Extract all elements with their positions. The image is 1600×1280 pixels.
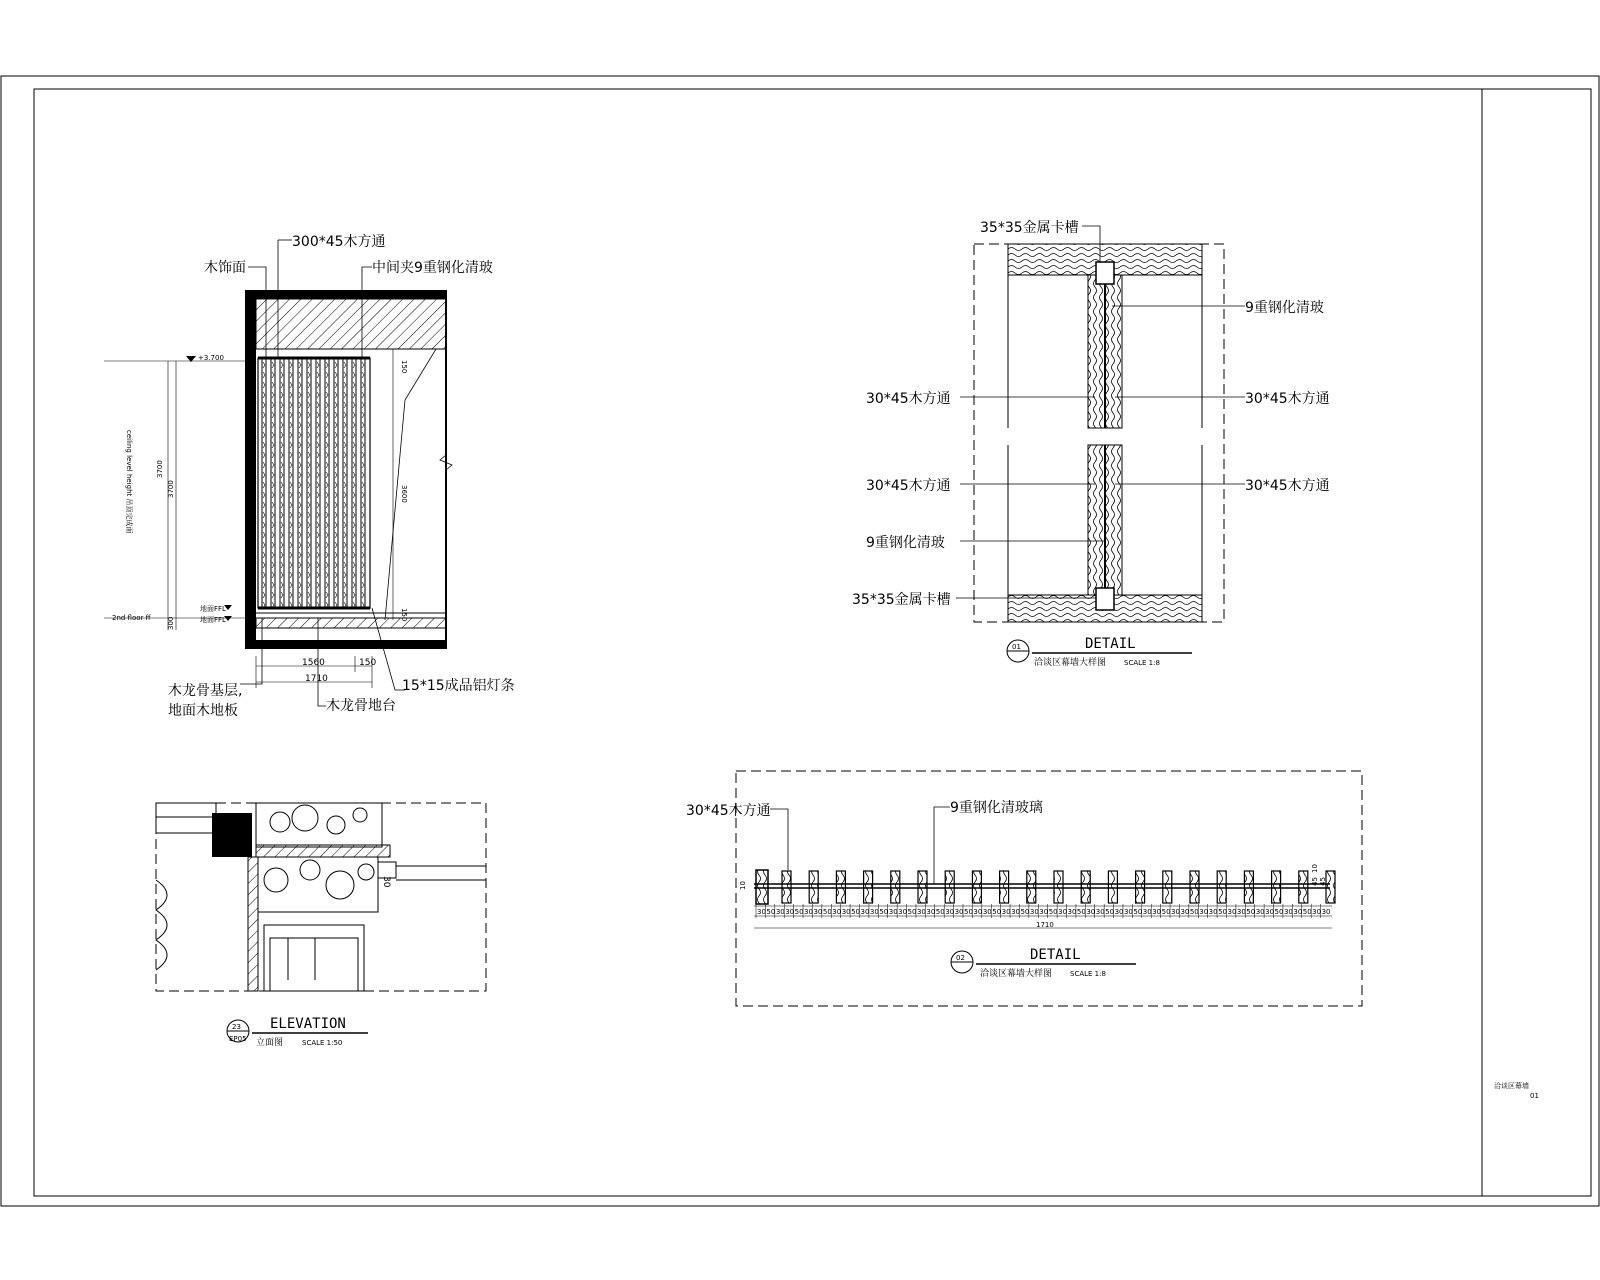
d2-segment-label: 30 bbox=[1236, 908, 1246, 916]
plan-title-name: ELEVATION bbox=[270, 1016, 346, 1032]
d2-segment-label: 50 bbox=[1302, 908, 1312, 916]
d2-batten bbox=[972, 871, 981, 903]
d2-dim-total: 1710 bbox=[1036, 921, 1054, 929]
label-wood-trim: 木饰面 bbox=[204, 260, 246, 276]
d2-batten bbox=[1244, 871, 1253, 903]
d2-batten bbox=[1054, 871, 1063, 903]
d2-segment-label: 30 bbox=[860, 908, 870, 916]
dim-300: 300 bbox=[167, 616, 175, 630]
d2-dim-left: 10 bbox=[739, 881, 747, 890]
d2-segment-label: 30 bbox=[1114, 908, 1124, 916]
dim-3700-b: 3700 bbox=[167, 480, 175, 498]
d2-segment-label: 30 bbox=[1058, 908, 1068, 916]
d2-dim-right-b: 10 bbox=[1311, 864, 1319, 873]
label-platform: 木龙骨地台 bbox=[326, 698, 396, 714]
d2-segment-label: 30 bbox=[898, 908, 908, 916]
ceiling-hatch bbox=[256, 299, 446, 349]
d2-segment-label: 30 bbox=[1011, 908, 1020, 916]
plan-dim-30: 30 bbox=[381, 876, 391, 888]
label-glass-top: 中间夹9重钢化清玻 bbox=[372, 260, 493, 276]
d2-title-scale: SCALE 1:8 bbox=[1070, 970, 1106, 978]
d2-batten bbox=[1217, 871, 1226, 903]
d2-batten bbox=[1272, 871, 1281, 903]
vertical-note: ceiling level height 吊顶完成面 bbox=[125, 430, 133, 534]
label-led-strip: 15*15成品铝灯条 bbox=[402, 678, 515, 694]
dim-150: 150 bbox=[359, 658, 377, 668]
top-beam bbox=[246, 291, 446, 299]
dim-3700-a: 3700 bbox=[156, 460, 164, 478]
d2-segment-label: 30 bbox=[1180, 908, 1190, 916]
level-floor-1: 地面FFL bbox=[200, 605, 226, 613]
label-batten-top: 300*45木方通 bbox=[292, 234, 386, 250]
d2-segment-label: 30 bbox=[775, 908, 785, 916]
d2-batten bbox=[1136, 871, 1145, 903]
d2-segment-label: 30 bbox=[1255, 908, 1265, 916]
d2-segment-label: 30 bbox=[1095, 908, 1105, 916]
d2-segment-label: 30 bbox=[757, 908, 766, 916]
d2-label-batten: 30*45木方通 bbox=[686, 803, 771, 819]
d2-segment-label: 30 bbox=[813, 908, 823, 916]
d1-label-batten-right-2: 30*45木方通 bbox=[1245, 478, 1330, 494]
d2-segment-label: 30 bbox=[1265, 908, 1275, 916]
d2-segment-label: 30 bbox=[1029, 908, 1039, 916]
d2-segment-label: 30 bbox=[1142, 908, 1152, 916]
d2-segment-label: 30 bbox=[954, 908, 964, 916]
dim-150-bottom: 150 bbox=[400, 608, 408, 622]
d2-segment-label: 30 bbox=[888, 908, 898, 916]
d2-batten bbox=[1027, 871, 1036, 903]
floor-slab bbox=[246, 640, 446, 648]
d2-segment-label: 50 bbox=[851, 908, 861, 916]
d2-segment-label: 30 bbox=[1086, 908, 1096, 916]
d2-segment-label: 30 bbox=[1312, 908, 1322, 916]
wood-batten-screen bbox=[258, 358, 370, 608]
d2-batten bbox=[1108, 871, 1117, 903]
floor-platform bbox=[256, 618, 446, 628]
d2-segment-label: 30 bbox=[1067, 908, 1077, 916]
plan-drawing bbox=[156, 803, 486, 1048]
d1-title-number: 01 bbox=[1012, 643, 1021, 651]
titleblock-line2: 01 bbox=[1530, 1092, 1539, 1100]
label-base-2: 地面木地板 bbox=[168, 703, 238, 719]
d2-segment-label: 30 bbox=[926, 908, 936, 916]
d2-segment-label: 30 bbox=[832, 908, 842, 916]
elevation-drawing bbox=[104, 233, 515, 719]
d2-segment-label: 30 bbox=[1171, 908, 1180, 916]
d1-label-batten-left-1: 30*45木方通 bbox=[866, 391, 951, 407]
d2-title-sub: 洽谈区幕墙大样图 bbox=[980, 969, 1053, 979]
d2-batten bbox=[809, 871, 818, 903]
label-base-1: 木龙骨基层, bbox=[168, 683, 243, 699]
d2-segment-label: 30 bbox=[945, 908, 955, 916]
d1-label-glass-right: 9重钢化清玻 bbox=[1245, 300, 1324, 316]
d2-segment-label: 30 bbox=[1227, 908, 1237, 916]
detail-02-drawing bbox=[686, 771, 1362, 1006]
d2-segment-label: 30 bbox=[1001, 908, 1011, 916]
d2-segment-label: 30 bbox=[973, 908, 983, 916]
d2-segment-label: 50 bbox=[822, 908, 832, 916]
d2-batten bbox=[945, 871, 954, 903]
plan-title-sheet: EP05 bbox=[229, 1035, 247, 1043]
d2-batten bbox=[891, 871, 900, 903]
detail-01-drawing bbox=[852, 219, 1330, 668]
d2-segment-label: 50 bbox=[992, 908, 1002, 916]
d2-segment-label: 50 bbox=[1105, 908, 1115, 916]
d2-dim-right-c: 45 bbox=[1319, 877, 1327, 886]
d1-title-sub: 洽谈区幕墙大样图 bbox=[1034, 658, 1107, 668]
d2-batten bbox=[1326, 871, 1335, 903]
d1-label-glass-left: 9重钢化清玻 bbox=[866, 535, 945, 551]
titleblock-line1: 洽谈区幕墙 bbox=[1494, 1082, 1529, 1090]
d2-batten bbox=[1163, 871, 1172, 903]
level-top: +3.700 bbox=[198, 354, 224, 362]
d2-segment-label: 50 bbox=[935, 908, 945, 916]
d2-segment-label: 30 bbox=[982, 908, 992, 916]
dim-150-top: 150 bbox=[400, 360, 408, 374]
d1-label-batten-right-1: 30*45木方通 bbox=[1245, 391, 1330, 407]
d2-batten-row bbox=[782, 871, 1335, 903]
d2-segment-label: 50 bbox=[1048, 908, 1058, 916]
d2-segment-label: 30 bbox=[1039, 908, 1049, 916]
d2-segment-label: 50 bbox=[1020, 908, 1030, 916]
d2-batten bbox=[864, 871, 873, 903]
d1-title-scale: SCALE 1:8 bbox=[1124, 659, 1160, 667]
d2-segment-label: 50 bbox=[1161, 908, 1171, 916]
d2-segment-label: 50 bbox=[794, 908, 804, 916]
d1-label-channel-top: 35*35金属卡槽 bbox=[980, 220, 1079, 236]
d2-label-glass: 9重钢化清玻璃 bbox=[950, 800, 1043, 816]
dim-1560: 1560 bbox=[302, 658, 325, 668]
d2-batten bbox=[1190, 871, 1199, 903]
d2-title-number: 02 bbox=[956, 954, 965, 962]
d2-segment-label: 30 bbox=[1123, 908, 1133, 916]
d2-batten bbox=[836, 871, 845, 903]
d2-batten bbox=[1081, 871, 1090, 903]
d1-label-batten-left-2: 30*45木方通 bbox=[866, 478, 951, 494]
plan-title-sub: 立面图 bbox=[256, 1038, 284, 1048]
d2-batten bbox=[918, 871, 927, 903]
d2-segment-label: 50 bbox=[1076, 908, 1086, 916]
d2-segment-label: 30 bbox=[916, 908, 926, 916]
d2-segment-label: 50 bbox=[766, 908, 776, 916]
level-floor-2: 地面FFL bbox=[200, 616, 226, 624]
d2-segment-label: 30 bbox=[1208, 908, 1218, 916]
d2-batten bbox=[782, 871, 791, 903]
d1-label-channel-bottom: 35*35金属卡槽 bbox=[852, 592, 951, 608]
d2-segment-label: 50 bbox=[879, 908, 889, 916]
d2-segment-label: 50 bbox=[1218, 908, 1228, 916]
d2-segment-label: 30 bbox=[1293, 908, 1303, 916]
left-wall bbox=[246, 291, 256, 648]
d2-segment-label: 50 bbox=[964, 908, 973, 916]
plan-title-scale: SCALE 1:50 bbox=[302, 1039, 343, 1047]
d2-segment-label: 30 bbox=[1152, 908, 1162, 916]
level-floor-label: 2nd floor ff bbox=[112, 614, 151, 622]
d2-segment-label: 30 bbox=[804, 908, 813, 916]
d2-segment-label: 30 bbox=[1283, 908, 1293, 916]
d2-segment-label: 30 bbox=[1199, 908, 1209, 916]
d2-segment-label: 50 bbox=[1274, 908, 1284, 916]
d2-segment-label: 50 bbox=[907, 908, 917, 916]
d2-segment-label: 50 bbox=[1133, 908, 1143, 916]
d2-segment-label: 50 bbox=[1189, 908, 1199, 916]
dim-3600: 3600 bbox=[400, 485, 408, 503]
d2-batten bbox=[1000, 871, 1009, 903]
d2-segment-label: 30 bbox=[869, 908, 879, 916]
dim-1710: 1710 bbox=[305, 674, 328, 684]
d2-segment-label: 30 bbox=[785, 908, 795, 916]
plan-title-number: 23 bbox=[232, 1023, 241, 1031]
d2-title-name: DETAIL bbox=[1030, 947, 1081, 963]
d2-dim-right-a: 45 bbox=[1311, 877, 1319, 886]
d2-segment-label: 30 bbox=[841, 908, 851, 916]
d2-segment-label: 50 bbox=[1246, 908, 1256, 916]
d1-title-name: DETAIL bbox=[1085, 636, 1136, 652]
d2-batten bbox=[1299, 871, 1308, 903]
d2-segment-label: 30 bbox=[1321, 908, 1331, 916]
